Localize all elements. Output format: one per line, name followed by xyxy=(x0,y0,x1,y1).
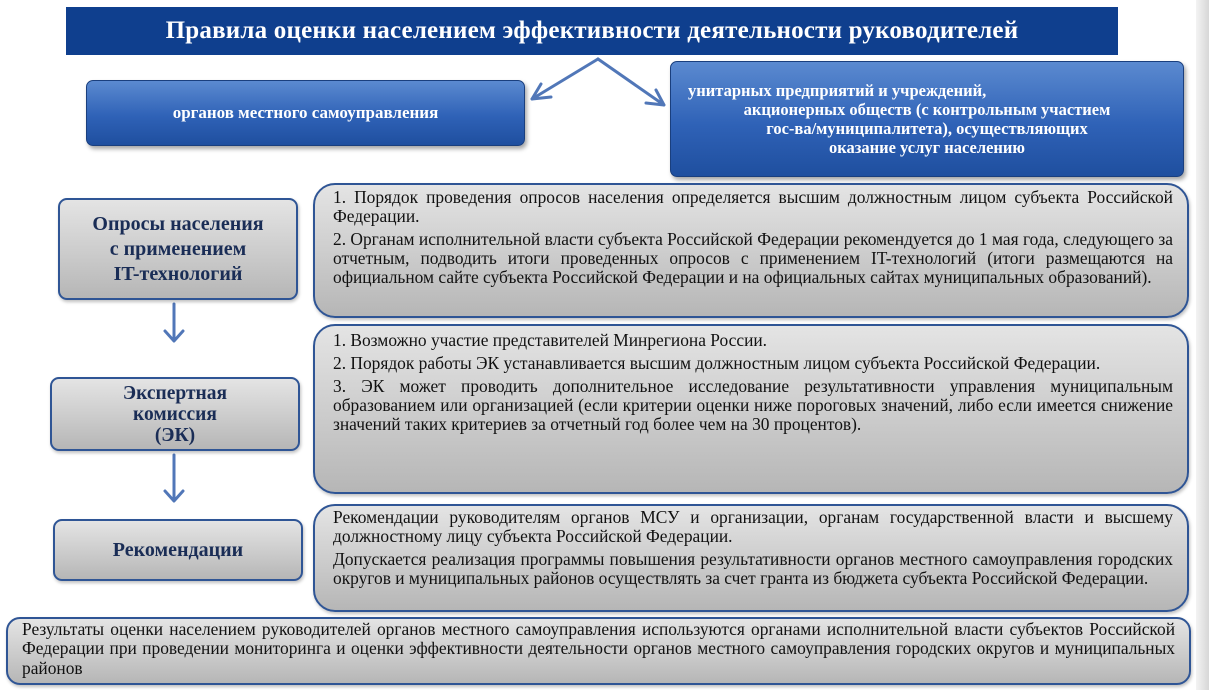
stage-recommendations-details xyxy=(313,504,1189,612)
results-usage-text: Результаты оценки населением руководителей органов местного самоуправления используются органами исполнительной власти субъектов Российской Федерации при проведении мониторинга и оценки эффективности деятельности органов местного самоуправления городских округов и муниципальных районов xyxy=(22,619,1175,678)
flow-arrow-2 xyxy=(165,455,183,501)
stage-surveys-box xyxy=(58,198,298,300)
branch-enterprises-line-3: гос-ва/муниципалитета), осуществляющих xyxy=(766,119,1088,138)
stage-expert-commission-box xyxy=(50,377,300,451)
stage-surveys-point: 1. Порядок проведения опросов населения определяется высшим должностным лицом субъекта Российской Федерации. xyxy=(333,187,1173,226)
branch-local-government-box xyxy=(86,80,525,146)
stage-recommendations-label: Рекомендации xyxy=(112,538,244,561)
branch-enterprises-box xyxy=(670,61,1184,177)
stage-surveys-label-line: Опросы населения xyxy=(92,212,264,235)
stage-recommendations-point: Допускается реализация программы повышения результативности органов местного самоуправления городских округов и муниципальных районов осуществлять за счет гранта из бюджета субъекта Российской Федерации. xyxy=(333,549,1173,588)
stage-expert-commission-details xyxy=(313,324,1189,494)
stage-expert-label-line: Экспертная xyxy=(122,382,228,404)
branch-arrow-left xyxy=(532,59,598,99)
stage-recommendations-point: Рекомендации руководителям органов МСУ и организации, органам государственной власти и высшему должностному лицу субъекта Российской Федерации. xyxy=(333,507,1173,546)
stage-surveys-label-line: IT-технологий xyxy=(113,262,243,285)
branch-enterprises-line-1: унитарных предприятий и учреждений, xyxy=(688,81,987,100)
stage-expert-point: 3. ЭК может проводить дополнительное исследование результативности управления муниципальным образованием или организацией (если критерии оценки ниже пороговых значений, либо если имеется снижение значений таких критериев за отчетный год более чем на 30 процентов). xyxy=(333,376,1173,434)
stage-expert-point: 2. Порядок работы ЭК устанавливается высшим должностным лицом субъекта Российской Федерации. xyxy=(333,353,1101,373)
stage-expert-label-line: (ЭК) xyxy=(154,424,196,446)
branch-enterprises-line-4: оказание услуг населению xyxy=(828,138,1026,157)
stage-surveys-details xyxy=(313,183,1189,318)
flow-arrow-1 xyxy=(165,304,183,341)
stage-surveys-point: 2. Органам исполнительной власти субъекта Российской Федерации рекомендуется до 1 мая года, следующего за отчетным, подводить итоги проведенных опросов с применением IT-технологий (итоги размещаются на официальном сайте субъекта Российской Федерации и на официальных сайтах муниципальных образований). xyxy=(333,229,1173,287)
results-usage-box xyxy=(6,617,1191,685)
branch-local-government-label: органов местного самоуправления xyxy=(172,103,439,122)
branch-arrow-right xyxy=(598,59,664,105)
stage-expert-point: 1. Возможно участие представителей Минрегиона России. xyxy=(333,330,768,350)
stage-recommendations-box xyxy=(53,519,303,581)
stage-surveys-label-line: с применением xyxy=(109,237,247,260)
stage-expert-label-line: комиссия xyxy=(133,403,217,425)
slide-title: Правила оценки населением эффективности деятельности руководителей xyxy=(66,7,1118,55)
branch-enterprises-line-2: акционерных обществ (с контрольным участием xyxy=(743,100,1111,119)
